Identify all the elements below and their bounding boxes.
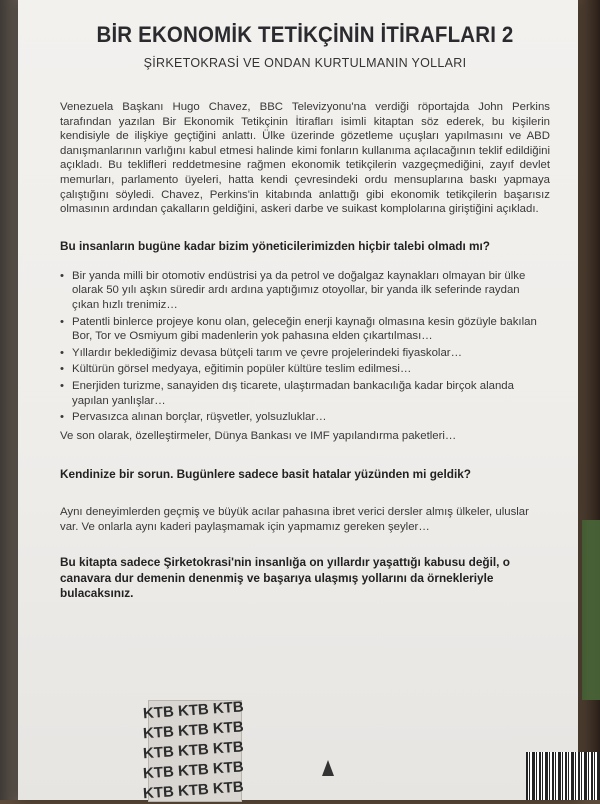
list-item: • Yıllardır beklediğimiz devasa bütçeli tarım ve çevre projelerindeki fiyaskolar… [60, 346, 550, 361]
sticker-text: KTB [142, 743, 175, 763]
sticker-text: KTB [177, 700, 210, 720]
sticker-text: KTB [212, 778, 245, 798]
list-item: • Kültürün görsel medyaya, eğitimin popüler kültüre teslim edilmesi… [60, 362, 550, 377]
sticker-text: KTB [177, 760, 210, 780]
library-sticker [142, 698, 245, 803]
sticker-text: KTB [212, 758, 245, 778]
sticker-text: KTB [177, 720, 210, 740]
final-statement: Bu kitapta sadece Şirketokrasi'nin insanlığa on yıllardır yaşattığı kabusu değil, o canavara dur demenin denenmiş ve başarıya ulaşmış yollarını da örnekleriyle bulacaksınız. [60, 555, 510, 601]
second-paragraph: Aynı deneyimlerden geçmiş ve büyük acılar pahasına ibret verici dersler almış ülkeler, uluslar var. Ve onlarla aynı kaderi paylaşmamak için yapmamız gereken şeyler… [60, 506, 529, 534]
list-item: • Enerjiden turizme, sanayiden dış ticarete, ulaştırmadan bankacılığa kadar birçok alanda yapılan yanlışlar… [60, 379, 550, 408]
book-subtitle: ŞİRKETOKRASİ VE ONDAN KURTULMANIN YOLLARI [143, 56, 467, 70]
sticker-text: KTB [142, 703, 175, 723]
sticker-text: KTB [177, 740, 210, 760]
book-title: BİR EKONOMİK TETİKÇİNİN İTİRAFLARI 2 [96, 22, 514, 47]
list-item: • Bir yanda milli bir otomotiv endüstrisi ya da petrol ve doğalgaz kaynakları olmayan bir ülke olarak 50 yılı aşkın süredir ardı ardına yaptığımız otoyollar, bir yanda ilk seferinde raydan çıkan hızlı trenimiz… [60, 269, 550, 313]
sticker-text: KTB [142, 783, 175, 803]
list-item: • Patentli binlerce projeye konu olan, geleceğin enerji kaynağı olmasına kesin gözüyle bakılan Bor, Tor ve Osmiyum gibi madenlerin yok pahasına elden çıkartılması… [60, 315, 550, 344]
closing-line: Ve son olarak, özelleştirmeler, Dünya Bankası ve IMF yapılandırma paketleri… [60, 429, 457, 442]
book-back-cover [18, 0, 578, 803]
question-heading-2: Kendinize bir sorun. Bugünlere sadece basit hatalar yüzünden mi geldik? [60, 467, 472, 482]
background-object [582, 520, 600, 700]
list-item: • Pervasızca alınan borçlar, rüşvetler, yolsuzluklar… [60, 410, 550, 425]
sticker-text: KTB [212, 738, 245, 758]
issue-list [60, 269, 550, 425]
barcode [526, 752, 600, 800]
sticker-text: KTB [177, 780, 210, 800]
sticker-text: KTB [142, 763, 175, 783]
question-heading-1: Bu insanların bugüne kadar bizim yöneticilerimizden hiçbir talebi olmadı mı? [60, 238, 491, 253]
sticker-text: KTB [142, 723, 175, 743]
sticker-text: KTB [212, 698, 245, 718]
intro-paragraph: Venezuela Başkanı Hugo Chavez, BBC Televizyonu'na verdiği röportajda John Perkins tarafından yazılan Bir Ekonomik Tetikçinin İtirafları isimli kitaptan söz ederek, bu kişilerin kendisiyle de ilişkiye geçtiğini anlattı. Ülke üzerinde gözetleme uçuşları yapılmasını ve ABD danışmanlarının varlığını kabul etmesi halinde kimi fonların kullanıma açılacağının teklif edildiğini açıkladı. Bu teklifleri reddetmesine rağmen ekonomik tetikçilerin vazgeçmediğini, zayıf devlet memurları, parlamento üyeleri, hatta kendi çevresindeki ordu mensuplarına baskı yapmaya çalıştığını söyledi. Chavez, Perkins'in kitabında anlattığı gibi ekonomik tetikçilerin başarısız olmasının ardından çakalların geldiğini, askeri darbe ve suikast komplolarına giriştiğini açıkladı. [60, 101, 550, 216]
sticker-text: KTB [212, 718, 245, 738]
publisher-logo-icon [322, 760, 334, 776]
